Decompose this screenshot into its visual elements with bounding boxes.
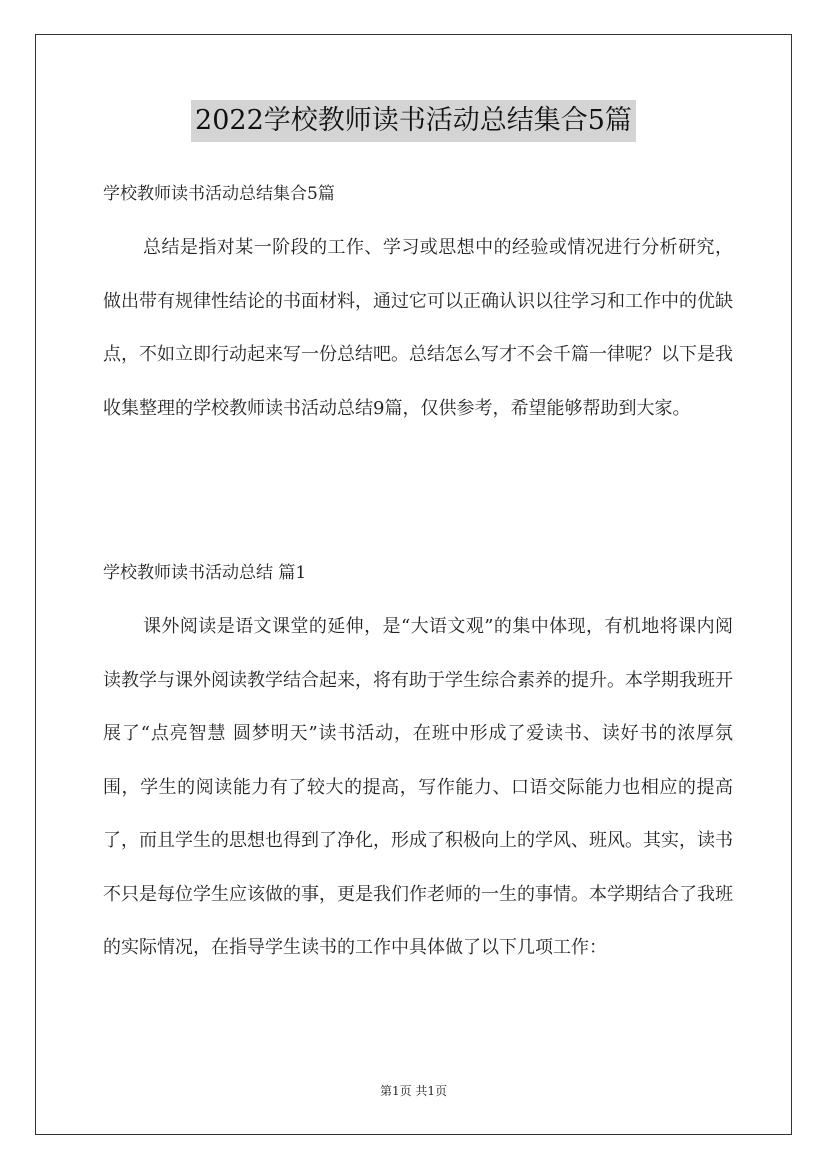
page-footer: 第1页 共1页 (379, 1084, 448, 1098)
title-container (0, 100, 827, 142)
section-heading: 学校教师读书活动总结 篇1 (103, 563, 307, 583)
intro-paragraph: 总结是指对某一阶段的工作、学习或思想中的经验或情况进行分析研究，做出带有规律性结论的书面材料，通过它可以正确认识以往学习和工作中的优缺点，不如立即行动起来写一份总结吧。总结怎么写才不会千篇一律呢？以下是我收集整理的学校教师读书活动总结9篇，仅供参考，希望能够帮助到大家。 (103, 237, 733, 419)
section-paragraph: 课外阅读是语文课堂的延伸，是“大语文观”的集中体现，有机地将课内阅读教学与课外阅读教学结合起来，将有助于学生综合素养的提升。本学期我班开展了“点亮智慧 圆梦明天”读书活动，在班中形成了爱读书、读好书的浓厚氛围，学生的阅读能力有了较大的提高，写作能力、口语交际能力也相应的提高了，而且学生的思想也得到了净化，形成了积极向上的学风、班风。其实，读书不只是每位学生应该做的事，更是我们作老师的一生的事情。本学期结合了我班的实际情况，在指导学生读书的工作中具体做了以下几项工作： (103, 616, 733, 958)
document-title: 2022学校教师读书活动总结集合5篇 (191, 100, 636, 142)
document-subtitle: 学校教师读书活动总结集合5篇 (103, 184, 335, 204)
